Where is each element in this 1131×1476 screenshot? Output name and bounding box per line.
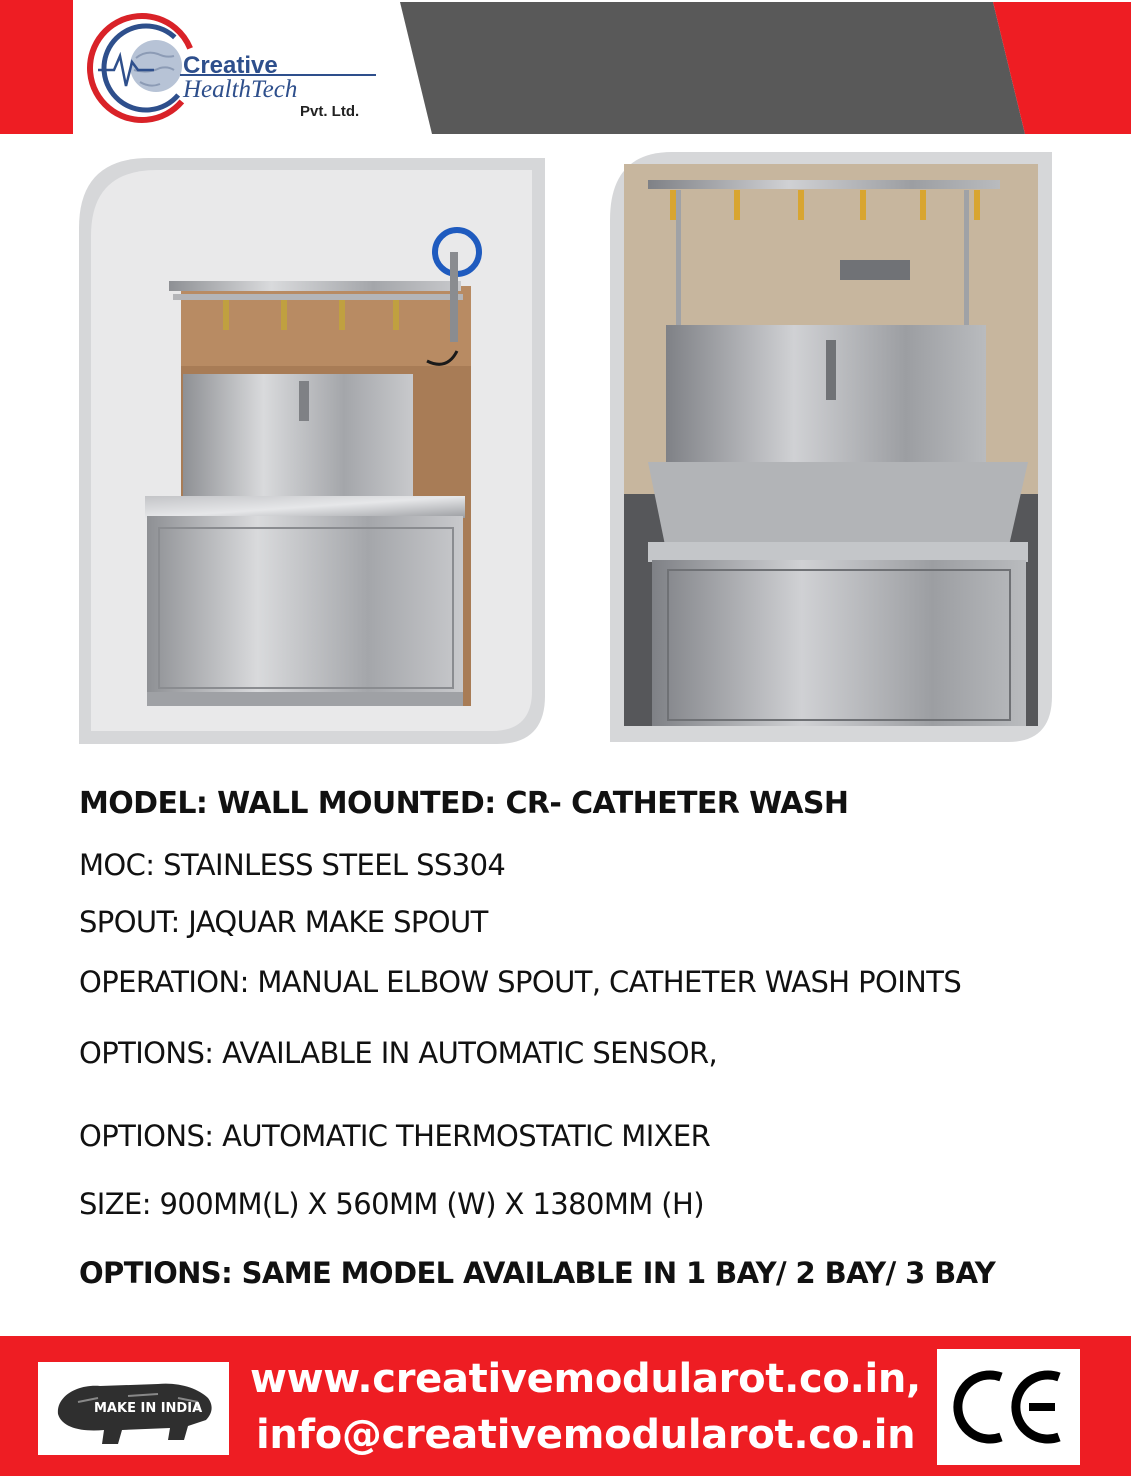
product-model-heading: MODEL: WALL MOUNTED: CR- CATHETER WASH [79,786,849,821]
logo-text-pvt-ltd: Pvt. Ltd. [300,103,360,120]
spec-options-sensor: OPTIONS: AVAILABLE IN AUTOMATIC SENSOR, [79,1036,718,1070]
make-in-india-logo [38,1362,229,1455]
spec-options-mixer: OPTIONS: AUTOMATIC THERMOSTATIC MIXER [79,1119,711,1153]
product-photo-right [608,150,1056,746]
spec-spout: SPOUT: JAQUAR MAKE SPOUT [79,905,488,939]
logo-text-healthtech: HealthTech [183,76,298,103]
spec-options-bays: OPTIONS: SAME MODEL AVAILABLE IN 1 BAY/ 2 BAY/ 3 BAY [79,1256,996,1290]
footer-website[interactable]: www.creativemodularot.co.in, [250,1356,921,1402]
ce-mark-icon [937,1349,1080,1465]
spec-operation: OPERATION: MANUAL ELBOW SPOUT, CATHETER WASH POINTS [79,965,962,999]
spec-size: SIZE: 900MM(L) X 560MM (W) X 1380MM (H) [79,1187,704,1221]
footer-email[interactable]: info@creativemodularot.co.in [256,1412,916,1458]
page-header [0,0,1131,134]
make-in-india-lion-icon [38,1362,229,1455]
ce-mark-box [937,1349,1080,1465]
make-in-india-text: MAKE IN INDIA [94,1401,203,1416]
spec-moc: MOC: STAINLESS STEEL SS304 [79,848,506,882]
logo-text-creative: Creative [183,52,278,79]
product-photo-left [77,156,557,746]
